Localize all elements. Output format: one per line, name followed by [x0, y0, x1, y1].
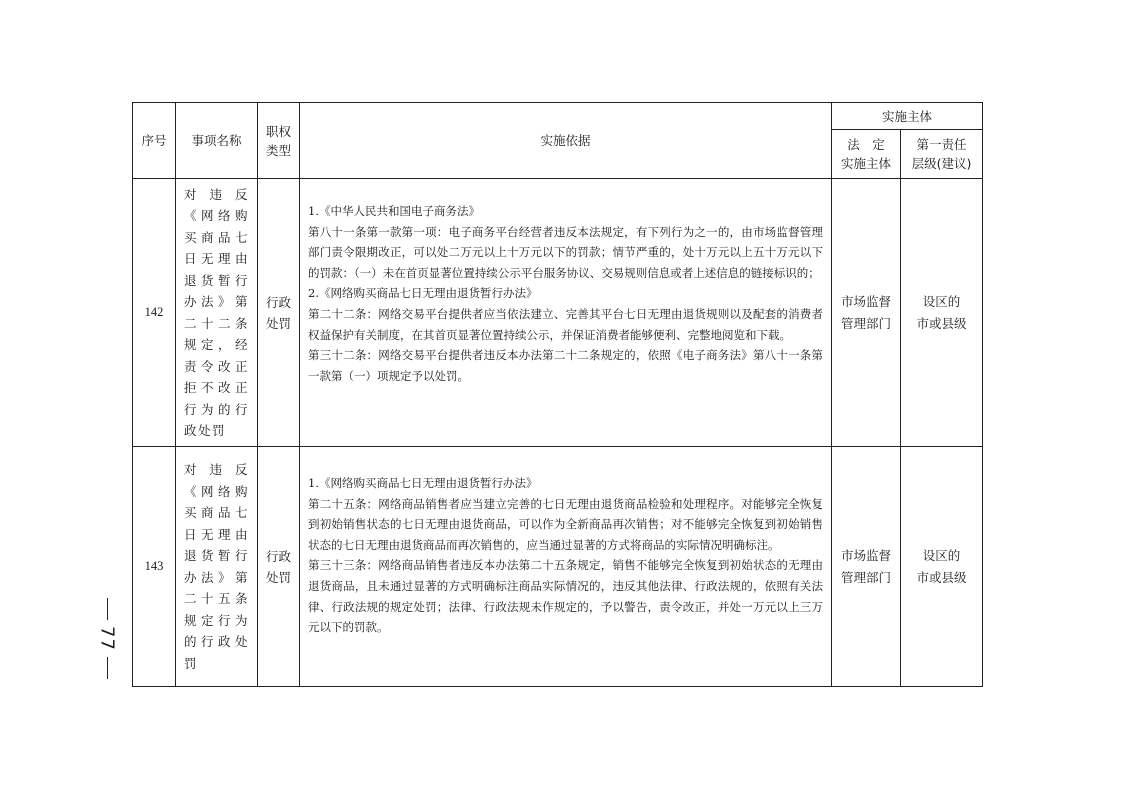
row-level-line1: 设区的	[922, 293, 961, 309]
header-legal-subject	[832, 130, 901, 179]
row-body-line2: 管理部门	[840, 569, 891, 585]
header-row-1	[133, 103, 983, 130]
basis-paragraph: 第三十三条：网络商品销售者违反本办法第二十五条规定，销售不能够完全恢复到初始状态的无理由退货商品，且未通过显著的方式明确标注商品实际情况的，违反其他法律、行政法规的，依照有关法律、行政法规的规定处罚；法律、行政法规未作规定的，予以警告，责令改正，并处一万元以上三万元以下的罚款。	[308, 558, 823, 635]
catalog-table	[132, 102, 983, 687]
row-basis	[300, 179, 832, 447]
header-first-line2: 层级(建议)	[911, 156, 972, 171]
basis-paragraph: 1.《中华人民共和国电子商务法》	[308, 204, 480, 218]
header-legal-line2: 实施主体	[840, 156, 891, 171]
basis-paragraph: 1.《网络购买商品七日无理由退货暂行办法》	[308, 476, 538, 490]
table-row	[133, 447, 983, 687]
page-number-dash	[107, 598, 108, 620]
row-body-line1: 市场监督	[840, 293, 891, 309]
row-level-line2: 市或县级	[916, 315, 967, 331]
header-type	[258, 103, 300, 179]
row-type-line2: 处罚	[265, 315, 291, 331]
header-subject-group: 实施主体	[832, 103, 983, 130]
row-seq: 142	[133, 179, 176, 447]
header-type-line1: 职权	[265, 123, 291, 139]
page-number-dash	[107, 657, 108, 679]
row-first-level	[901, 179, 983, 447]
row-legal-subject	[832, 447, 901, 687]
basis-paragraph: 第八十一条第一款第一项：电子商务平台经营者违反本法规定，有下列行为之一的，由市场监督管理部门责令限期改正，可以处二万元以上十万元以下的罚款；情节严重的，处十万元以上五十万元以下的罚款：（一）未在首页显著位置持续公示平台服务协议、交易规则信息或者上述信息的链接标识的；	[308, 224, 823, 280]
row-body-line2: 管理部门	[840, 315, 891, 331]
basis-paragraph: 第二十二条：网络交易平台提供者应当依法建立、完善其平台七日无理由退货规则以及配套的消费者权益保护有关制度，在其首页显著位置持续公示，并保证消费者能够便利、完整地阅览和下载。	[308, 306, 823, 342]
row-seq: 143	[133, 447, 176, 687]
row-type-line1: 行政	[265, 548, 291, 564]
header-type-line2: 类型	[265, 142, 291, 158]
basis-paragraph: 2.《网络购买商品七日无理由退货暂行办法》	[308, 286, 538, 301]
page-number-value: 77	[96, 626, 118, 651]
row-type-line1: 行政	[265, 294, 291, 310]
header-basis: 实施依据	[300, 103, 832, 179]
row-first-level	[901, 447, 983, 687]
header-legal-line1: 法 定	[847, 137, 885, 152]
row-name: 对违反《网络购买商品七日无理由退货暂行办法》第二十二条规定，经责令改正拒不改正行为的行政处罚	[176, 179, 258, 447]
basis-paragraph: 第三十二条：网络交易平台提供者违反本办法第二十二条规定的，依照《电子商务法》第八十一条第一款第（一）项规定予以处罚。	[308, 348, 823, 383]
table-row	[133, 179, 983, 447]
row-type	[258, 447, 300, 687]
row-body-line1: 市场监督	[840, 547, 891, 563]
row-basis	[300, 447, 832, 687]
row-type-line2: 处罚	[265, 569, 291, 585]
header-name: 事项名称	[176, 103, 258, 179]
header-first-line1: 第一责任	[916, 137, 967, 152]
header-seq: 序号	[133, 103, 176, 179]
page-number	[96, 598, 118, 694]
row-level-line1: 设区的	[922, 547, 961, 563]
row-type	[258, 179, 300, 447]
basis-paragraph: 第二十五条：网络商品销售者应当建立完善的七日无理由退货商品检验和处理程序。对能够完全恢复到初始销售状态的七日无理由退货商品，可以作为全新商品再次销售；对不能够完全恢复到初始销售状态的七日无理由退货商品而再次销售的，应当通过显著的方式将商品的实际情况明确标注。	[308, 496, 823, 552]
row-legal-subject	[832, 179, 901, 447]
row-level-line2: 市或县级	[916, 569, 967, 585]
header-first-level	[901, 130, 983, 179]
row-name: 对违反《网络购买商品七日无理由退货暂行办法》第二十五条规定行为的行政处罚	[176, 447, 258, 687]
